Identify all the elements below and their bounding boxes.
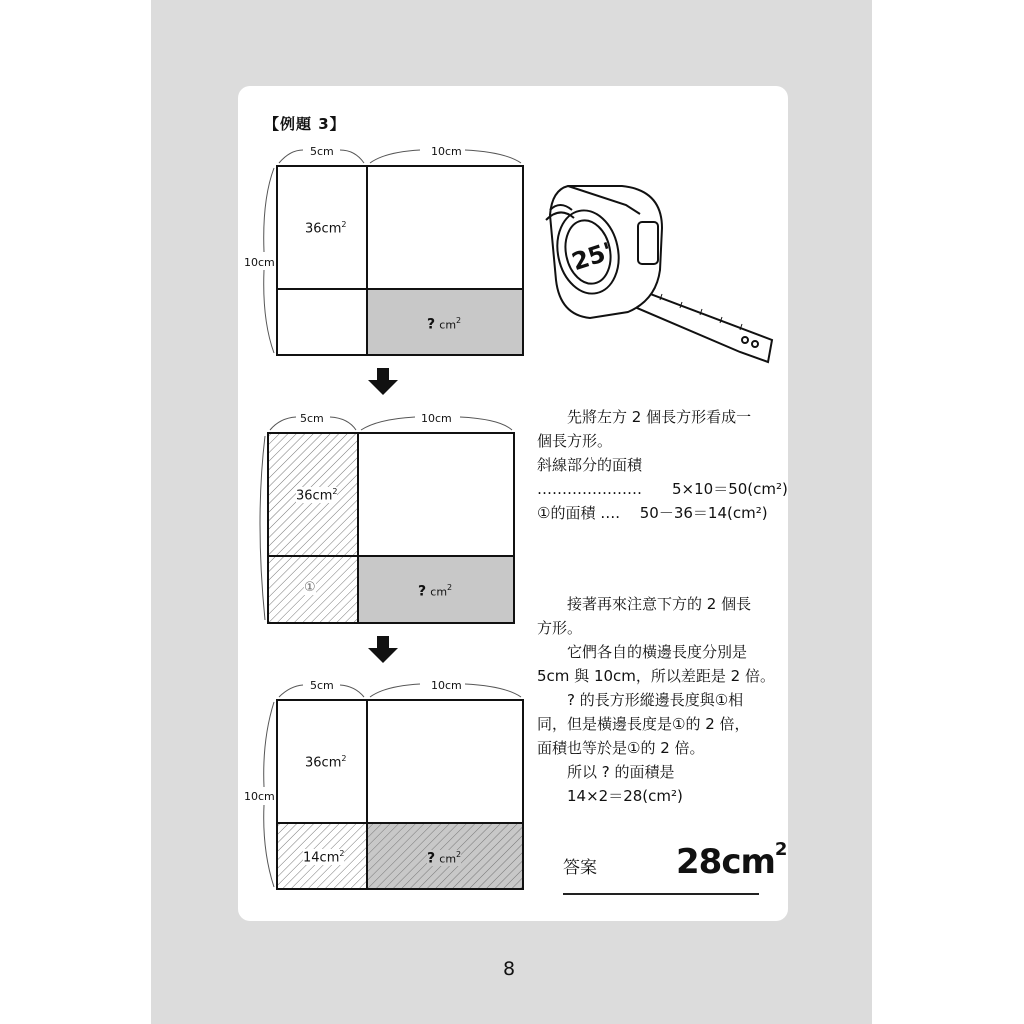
width-label-10: 10cm xyxy=(431,679,462,692)
width-label-10: 10cm xyxy=(431,145,462,158)
page-number: 8 xyxy=(503,958,516,980)
diagram-2 xyxy=(260,417,514,623)
area-label-unknown: ? $cm^2$ xyxy=(427,316,462,333)
text-line: ? 的長方形縱邊長度與①相 xyxy=(537,691,744,709)
text-line: ………………… 5×10＝50(cm²) xyxy=(537,480,788,498)
down-arrow-1 xyxy=(368,368,398,395)
text-line: 5cm 與 10cm，所以差距是 2 倍。 xyxy=(537,667,775,685)
width-label-5: 5cm xyxy=(310,679,334,692)
area-label-14: $14cm^2$ xyxy=(303,849,345,866)
explanation-paragraph-2 xyxy=(537,592,775,808)
answer-label: 答案 xyxy=(563,858,597,878)
text-line: ①的面積 …. 50－36＝14(cm²) xyxy=(537,504,768,522)
height-label-10: 10cm xyxy=(244,256,275,269)
answer-underline xyxy=(563,893,759,895)
text-line: 所以 ? 的面積是 xyxy=(537,763,675,781)
text-line: 斜線部分的面積 xyxy=(537,456,643,474)
area-label-36: $36cm^2$ xyxy=(296,487,338,504)
height-label-10: 10cm xyxy=(244,790,275,803)
area-label-unknown: ? $cm^2$ xyxy=(418,583,453,600)
width-label-5: 5cm xyxy=(310,145,334,158)
text-line: 它們各自的橫邊長度分別是 xyxy=(537,643,748,661)
text-line: 面積也等於是①的 2 倍。 xyxy=(537,739,705,757)
area-label-36: $36cm^2$ xyxy=(305,754,347,771)
text-line: 14×2＝28(cm²) xyxy=(537,787,683,805)
diagram-1 xyxy=(264,150,523,355)
down-arrow-2 xyxy=(368,636,398,663)
text-line: 先將左方 2 個長方形看成一 xyxy=(537,408,752,426)
text-line: 方形。 xyxy=(537,619,583,637)
text-line: 接著再來注意下方的 2 個長 xyxy=(537,595,752,613)
tape-measure-mark: 25' xyxy=(568,237,616,277)
explanation-paragraph-1 xyxy=(537,405,788,525)
width-label-5: 5cm xyxy=(300,412,324,425)
width-label-10: 10cm xyxy=(421,412,452,425)
area-label-unknown: ? $cm^2$ xyxy=(427,850,462,867)
example-title: 【例題 3】 xyxy=(264,115,346,133)
answer-value: $28cm^2$ xyxy=(676,838,787,882)
area-label-36: $36cm^2$ xyxy=(305,220,347,237)
text-line: 個長方形。 xyxy=(537,432,613,450)
region-label-circle-1: ① xyxy=(304,580,316,595)
text-line: 同，但是橫邊長度是①的 2 倍， xyxy=(537,715,750,733)
